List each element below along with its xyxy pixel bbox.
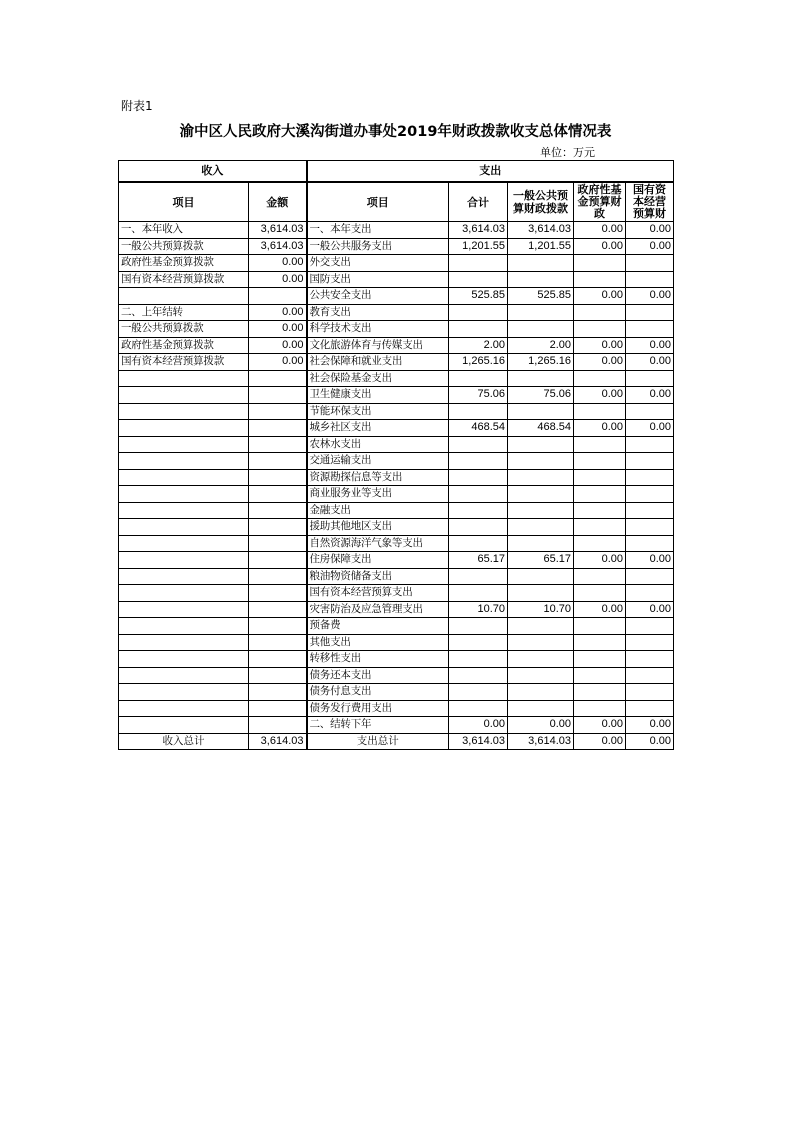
income-item <box>119 568 249 585</box>
income-item: 一、本年收入 <box>119 222 249 239</box>
general-budget-cell: 3,614.03 <box>508 222 574 239</box>
expense-item: 一般公共服务支出 <box>307 238 449 255</box>
table-row <box>119 618 674 635</box>
expense-item: 城乡社区支出 <box>307 420 449 437</box>
table-row <box>119 337 674 354</box>
table-row <box>119 304 674 321</box>
gov-fund-cell <box>574 453 626 470</box>
general-budget-cell <box>508 436 574 453</box>
gov-fund-cell <box>574 255 626 272</box>
expense-total-cell <box>449 684 508 701</box>
table-row <box>119 420 674 437</box>
income-amount <box>249 387 307 404</box>
income-amount: 0.00 <box>249 304 307 321</box>
income-total-amount: 3,614.03 <box>249 733 307 750</box>
expense-item: 公共安全支出 <box>307 288 449 305</box>
expense-total-cell <box>449 255 508 272</box>
general-budget-cell: 2.00 <box>508 337 574 354</box>
state-capital-cell: 0.00 <box>626 552 674 569</box>
income-item <box>119 552 249 569</box>
expense-total-cell <box>449 535 508 552</box>
gov-fund-cell <box>574 519 626 536</box>
expense-total-cell: 2.00 <box>449 337 508 354</box>
general-budget-cell <box>508 453 574 470</box>
state-capital-cell <box>626 370 674 387</box>
expense-item: 预备费 <box>307 618 449 635</box>
expense-item: 灾害防治及应急管理支出 <box>307 601 449 618</box>
gov-fund-cell: 0.00 <box>574 238 626 255</box>
income-item <box>119 585 249 602</box>
gov-fund-cell <box>574 700 626 717</box>
table-body <box>119 222 674 734</box>
expense-total-cell <box>449 271 508 288</box>
unit-label: 单位：万元 <box>540 146 595 159</box>
table-row <box>119 453 674 470</box>
state-capital-cell <box>626 255 674 272</box>
income-item <box>119 370 249 387</box>
income-item: 二、上年结转 <box>119 304 249 321</box>
gov-fund-cell <box>574 618 626 635</box>
general-budget-cell: 525.85 <box>508 288 574 305</box>
state-capital-cell: 0.00 <box>626 354 674 371</box>
income-amount <box>249 552 307 569</box>
income-header: 收入 <box>119 161 307 183</box>
general-budget-cell <box>508 618 574 635</box>
expense-total-cell <box>449 453 508 470</box>
expense-item: 自然资源海洋气象等支出 <box>307 535 449 552</box>
expense-item: 援助其他地区支出 <box>307 519 449 536</box>
expense-item: 其他支出 <box>307 634 449 651</box>
total-header: 合计 <box>449 182 508 222</box>
income-amount: 0.00 <box>249 321 307 338</box>
gov-fund-cell <box>574 469 626 486</box>
gov-fund-cell: 0.00 <box>574 337 626 354</box>
state-capital-cell <box>626 486 674 503</box>
income-amount: 3,614.03 <box>249 238 307 255</box>
state-capital-cell <box>626 453 674 470</box>
table-row <box>119 387 674 404</box>
gov-fund-cell <box>574 436 626 453</box>
expense-total-cell: 1,201.55 <box>449 238 508 255</box>
expense-total-cell <box>449 667 508 684</box>
income-item <box>119 634 249 651</box>
table-row <box>119 354 674 371</box>
expense-item: 转移性支出 <box>307 651 449 668</box>
expense-item: 外交支出 <box>307 255 449 272</box>
expense-total-cell: 75.06 <box>449 387 508 404</box>
income-item: 政府性基金预算拨款 <box>119 255 249 272</box>
income-amount <box>249 519 307 536</box>
income-amount <box>249 667 307 684</box>
gov-fund-cell: 0.00 <box>574 420 626 437</box>
income-amount <box>249 618 307 635</box>
gov-fund-cell <box>574 585 626 602</box>
expense-total-cell <box>449 304 508 321</box>
document-title: 渝中区人民政府大溪沟街道办事处2019年财政拨款收支总体情况表 <box>179 124 612 140</box>
income-amount <box>249 585 307 602</box>
expense-total-cell <box>449 634 508 651</box>
general-budget-cell <box>508 304 574 321</box>
state-capital-cell: 0.00 <box>626 601 674 618</box>
state-capital-cell: 0.00 <box>626 337 674 354</box>
expense-total-cell <box>449 436 508 453</box>
table-row <box>119 403 674 420</box>
expense-item: 国防支出 <box>307 271 449 288</box>
income-amount <box>249 717 307 734</box>
state-capital-cell: 0.00 <box>626 222 674 239</box>
general-budget-cell: 1,265.16 <box>508 354 574 371</box>
header-row-1 <box>119 161 674 183</box>
income-item <box>119 469 249 486</box>
general-budget-cell <box>508 700 574 717</box>
expense-total-fund: 0.00 <box>574 733 626 750</box>
gov-fund-cell: 0.00 <box>574 552 626 569</box>
income-amount <box>249 486 307 503</box>
expense-total-cell <box>449 403 508 420</box>
income-amount <box>249 568 307 585</box>
expense-item: 二、结转下年 <box>307 717 449 734</box>
table-row <box>119 568 674 585</box>
income-amount <box>249 420 307 437</box>
expense-total-cell <box>449 700 508 717</box>
table-row <box>119 469 674 486</box>
header-row-2 <box>119 182 674 222</box>
gov-fund-cell: 0.00 <box>574 387 626 404</box>
income-amount <box>249 436 307 453</box>
state-capital-cell <box>626 321 674 338</box>
expense-item: 科学技术支出 <box>307 321 449 338</box>
expense-item: 农林水支出 <box>307 436 449 453</box>
state-capital-cell <box>626 271 674 288</box>
income-item <box>119 618 249 635</box>
income-item <box>119 535 249 552</box>
state-capital-cell: 0.00 <box>626 387 674 404</box>
expense-item: 债务付息支出 <box>307 684 449 701</box>
general-budget-cell: 65.17 <box>508 552 574 569</box>
expense-total-cell: 65.17 <box>449 552 508 569</box>
expense-item: 债务还本支出 <box>307 667 449 684</box>
income-item <box>119 502 249 519</box>
state-capital-cell <box>626 519 674 536</box>
general-budget-cell <box>508 519 574 536</box>
income-item: 政府性基金预算拨款 <box>119 337 249 354</box>
income-amount <box>249 684 307 701</box>
gov-fund-cell <box>574 271 626 288</box>
table-row <box>119 288 674 305</box>
state-capital-cell <box>626 700 674 717</box>
general-budget-cell <box>508 667 574 684</box>
income-item: 国有资本经营预算拨款 <box>119 271 249 288</box>
income-amount <box>249 535 307 552</box>
table-row <box>119 436 674 453</box>
expense-item: 国有资本经营预算支出 <box>307 585 449 602</box>
state-capital-cell: 0.00 <box>626 717 674 734</box>
expense-total-cell: 0.00 <box>449 717 508 734</box>
general-budget-cell <box>508 684 574 701</box>
table-row <box>119 271 674 288</box>
expense-item: 资源勘探信息等支出 <box>307 469 449 486</box>
income-amount <box>249 288 307 305</box>
income-item <box>119 717 249 734</box>
general-budget-cell <box>508 469 574 486</box>
expense-item: 住房保障支出 <box>307 552 449 569</box>
income-amount <box>249 502 307 519</box>
income-amount: 0.00 <box>249 354 307 371</box>
income-amount: 0.00 <box>249 271 307 288</box>
general-budget-cell <box>508 535 574 552</box>
income-item <box>119 684 249 701</box>
state-capital-cell <box>626 634 674 651</box>
state-capital-cell <box>626 667 674 684</box>
table-row <box>119 601 674 618</box>
expense-item: 教育支出 <box>307 304 449 321</box>
gov-fund-cell <box>574 304 626 321</box>
income-item <box>119 667 249 684</box>
income-amount: 3,614.03 <box>249 222 307 239</box>
attachment-label: 附表1 <box>121 99 153 113</box>
expense-item: 商业服务业等支出 <box>307 486 449 503</box>
income-item: 一般公共预算拨款 <box>119 238 249 255</box>
state-capital-cell <box>626 403 674 420</box>
income-amount <box>249 601 307 618</box>
expense-item: 文化旅游体育与传媒支出 <box>307 337 449 354</box>
income-item <box>119 700 249 717</box>
general-budget-cell <box>508 255 574 272</box>
income-item <box>119 436 249 453</box>
gov-fund-cell: 0.00 <box>574 354 626 371</box>
state-capital-cell <box>626 585 674 602</box>
gov-fund-cell <box>574 651 626 668</box>
expense-total-cell <box>449 469 508 486</box>
gov-fund-cell <box>574 403 626 420</box>
expense-total-cell <box>449 370 508 387</box>
general-budget-header: 一般公共预算财政拨款 <box>508 182 574 222</box>
table-row <box>119 585 674 602</box>
gov-fund-cell <box>574 370 626 387</box>
general-budget-cell <box>508 403 574 420</box>
state-capital-cell <box>626 304 674 321</box>
general-budget-cell <box>508 486 574 503</box>
gov-fund-cell <box>574 568 626 585</box>
gov-fund-cell <box>574 502 626 519</box>
gov-fund-header: 政府性基金预算财政 <box>574 182 626 222</box>
income-amount: 0.00 <box>249 255 307 272</box>
income-item <box>119 420 249 437</box>
general-budget-cell: 0.00 <box>508 717 574 734</box>
expense-total-label: 支出总计 <box>307 733 449 750</box>
expense-item-header: 项目 <box>307 182 449 222</box>
expense-item: 一、本年支出 <box>307 222 449 239</box>
expense-total-capital: 0.00 <box>626 733 674 750</box>
expense-total-cell <box>449 651 508 668</box>
gov-fund-cell <box>574 634 626 651</box>
table-row <box>119 519 674 536</box>
income-item <box>119 403 249 420</box>
gov-fund-cell: 0.00 <box>574 601 626 618</box>
expense-item: 粮油物资储备支出 <box>307 568 449 585</box>
income-item-header: 项目 <box>119 182 249 222</box>
table-row <box>119 370 674 387</box>
expense-item: 债务发行费用支出 <box>307 700 449 717</box>
state-capital-header: 国有资本经营预算财 <box>626 182 674 222</box>
expense-total-cell <box>449 585 508 602</box>
income-amount <box>249 370 307 387</box>
gov-fund-cell: 0.00 <box>574 222 626 239</box>
income-item <box>119 519 249 536</box>
income-item: 一般公共预算拨款 <box>119 321 249 338</box>
finance-table <box>118 160 674 750</box>
state-capital-cell <box>626 684 674 701</box>
income-amount <box>249 403 307 420</box>
general-budget-cell <box>508 502 574 519</box>
table-row <box>119 486 674 503</box>
table-row <box>119 502 674 519</box>
gov-fund-cell <box>574 684 626 701</box>
income-amount <box>249 700 307 717</box>
income-amount <box>249 453 307 470</box>
general-budget-cell <box>508 321 574 338</box>
totals-row <box>119 733 674 750</box>
state-capital-cell <box>626 502 674 519</box>
expense-total-cell <box>449 502 508 519</box>
state-capital-cell: 0.00 <box>626 238 674 255</box>
general-budget-cell <box>508 651 574 668</box>
income-item <box>119 288 249 305</box>
gov-fund-cell <box>574 535 626 552</box>
gov-fund-cell <box>574 486 626 503</box>
table-row <box>119 684 674 701</box>
expense-total-cell: 468.54 <box>449 420 508 437</box>
table-row <box>119 667 674 684</box>
table-row <box>119 321 674 338</box>
expense-total-general: 3,614.03 <box>508 733 574 750</box>
general-budget-cell: 75.06 <box>508 387 574 404</box>
state-capital-cell <box>626 618 674 635</box>
expense-item: 卫生健康支出 <box>307 387 449 404</box>
general-budget-cell <box>508 271 574 288</box>
state-capital-cell <box>626 436 674 453</box>
general-budget-cell: 1,201.55 <box>508 238 574 255</box>
table-row <box>119 651 674 668</box>
table-row <box>119 717 674 734</box>
gov-fund-cell <box>574 667 626 684</box>
general-budget-cell <box>508 370 574 387</box>
state-capital-cell <box>626 535 674 552</box>
table-row <box>119 255 674 272</box>
state-capital-cell <box>626 469 674 486</box>
table-row <box>119 634 674 651</box>
income-item <box>119 601 249 618</box>
income-item <box>119 453 249 470</box>
income-item <box>119 651 249 668</box>
income-item <box>119 486 249 503</box>
gov-fund-cell <box>574 321 626 338</box>
table-row <box>119 552 674 569</box>
general-budget-cell <box>508 634 574 651</box>
expense-total-cell: 10.70 <box>449 601 508 618</box>
expense-total-cell: 3,614.03 <box>449 222 508 239</box>
gov-fund-cell: 0.00 <box>574 717 626 734</box>
income-item <box>119 387 249 404</box>
state-capital-cell <box>626 568 674 585</box>
expense-item: 金融支出 <box>307 502 449 519</box>
expense-item: 节能环保支出 <box>307 403 449 420</box>
expense-item: 社会保险基金支出 <box>307 370 449 387</box>
expense-item: 社会保障和就业支出 <box>307 354 449 371</box>
expense-total-cell <box>449 618 508 635</box>
table-row <box>119 700 674 717</box>
expense-total-cell: 1,265.16 <box>449 354 508 371</box>
table-row <box>119 222 674 239</box>
income-amount: 0.00 <box>249 337 307 354</box>
expense-total-cell <box>449 321 508 338</box>
expense-total: 3,614.03 <box>449 733 508 750</box>
income-amount <box>249 634 307 651</box>
expense-total-cell <box>449 568 508 585</box>
expense-item: 交通运输支出 <box>307 453 449 470</box>
general-budget-cell <box>508 568 574 585</box>
general-budget-cell <box>508 585 574 602</box>
income-amount <box>249 469 307 486</box>
state-capital-cell: 0.00 <box>626 420 674 437</box>
expense-total-cell: 525.85 <box>449 288 508 305</box>
income-total-label: 收入总计 <box>119 733 249 750</box>
income-amount-header: 金额 <box>249 182 307 222</box>
gov-fund-cell: 0.00 <box>574 288 626 305</box>
table-row <box>119 238 674 255</box>
table-row <box>119 535 674 552</box>
general-budget-cell: 468.54 <box>508 420 574 437</box>
general-budget-cell: 10.70 <box>508 601 574 618</box>
income-item: 国有资本经营预算拨款 <box>119 354 249 371</box>
state-capital-cell: 0.00 <box>626 288 674 305</box>
expense-total-cell <box>449 519 508 536</box>
expense-header: 支出 <box>307 161 674 183</box>
state-capital-cell <box>626 651 674 668</box>
income-amount <box>249 651 307 668</box>
expense-total-cell <box>449 486 508 503</box>
